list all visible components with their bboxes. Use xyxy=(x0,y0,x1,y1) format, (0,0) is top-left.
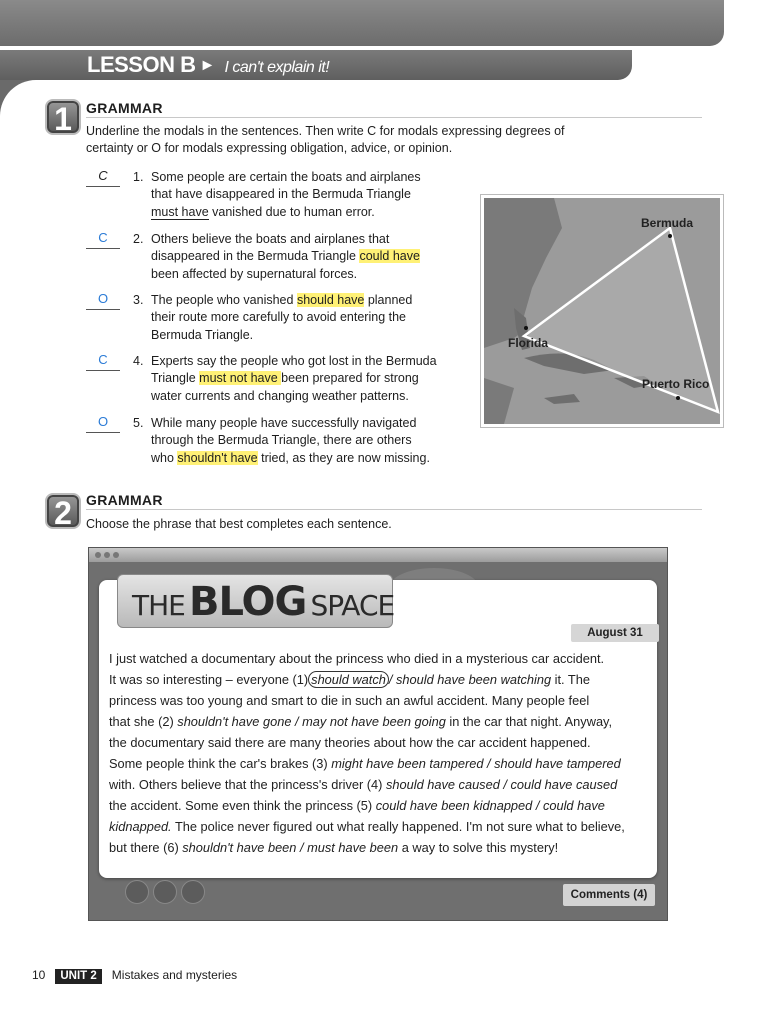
answer-blank-2[interactable]: C xyxy=(86,231,120,249)
section-1-instruction: Underline the modals in the sentences. Then write C for modals expressing degrees of certainty or O for modals expressing obligation, advice, or opinion. xyxy=(86,124,565,155)
lesson-label: LESSON B xyxy=(87,52,196,77)
blog-window xyxy=(88,547,668,921)
exercise-item-4: C 4. Experts say the people who got lost in the Bermuda Triangle must not have been prepared for strong water currents and changing weather patterns. xyxy=(86,353,466,407)
choice-option[interactable]: kidnapped. xyxy=(109,819,172,834)
choice-option[interactable]: shouldn't have gone / may not have been going xyxy=(177,714,446,729)
choice-option[interactable]: could have been kidnapped / could have xyxy=(375,798,605,813)
answer-blank-1[interactable]: C xyxy=(86,169,120,187)
highlighted-modal: could have xyxy=(359,249,420,264)
exercise-item-5: O 5. While many people have successfully navigated through the Bermuda Triangle, there are others who shouldn't have tried, as they are now missing. xyxy=(86,415,466,469)
window-dot-icon xyxy=(113,552,119,558)
section-2-divider xyxy=(86,509,702,510)
section-1-heading: GRAMMAR xyxy=(86,100,163,116)
highlighted-modal: must not have xyxy=(199,371,282,386)
highlighted-modal: should have xyxy=(296,293,365,307)
highlighted-modal: shouldn't have xyxy=(177,450,258,465)
map-label-florida: Florida xyxy=(508,336,549,350)
unit-title: Mistakes and mysteries xyxy=(111,968,238,982)
choice-option[interactable]: should have caused / could have caused xyxy=(385,777,618,792)
answer-blank-3[interactable]: O xyxy=(86,292,120,310)
bermuda-triangle-map xyxy=(481,195,723,427)
window-dot-icon xyxy=(104,552,110,558)
choice-option[interactable]: shouldn't have been / must have been xyxy=(182,840,399,855)
lesson-title xyxy=(87,52,329,78)
blog-logo: THE BLOG SPACE xyxy=(117,574,393,628)
top-banner xyxy=(0,0,724,46)
section-2-instruction: Choose the phrase that best completes each sentence. xyxy=(86,517,392,531)
map-label-bermuda: Bermuda xyxy=(641,216,694,230)
page-footer xyxy=(32,968,237,984)
window-dot-icon xyxy=(95,552,101,558)
page-number: 10 xyxy=(32,968,46,982)
blog-post-body: I just watched a documentary about the princess who died in a mysterious car accident. It was so interesting – everyone (1) should watch / should have been watching it. The princess was too young and smart to die in such an awful accident. Many people feel that she (2) shouldn't have gone / may not have been going in the car that night. Anyway, the documentary said there are many theories about how the car accident happened. Some people think the car's brakes (3) might have been tampered / should have tampered with. Others believe that the princess's driver (4) should have caused / could have caused the accident. Some even think the princess (5) could have been kidnapped / could have kidnapped. The police never figured out what really happened. I'm not sure what to believe, but there (6) shouldn't have been / must have been a way to solve this mystery! xyxy=(109,651,625,855)
answer-blank-5[interactable]: O xyxy=(86,415,120,433)
section-2-heading: GRAMMAR xyxy=(86,492,163,508)
choice-option[interactable]: might have been tampered / should have tampered xyxy=(331,756,621,771)
section-1-divider xyxy=(86,117,702,118)
choice-option[interactable]: should have been watching xyxy=(392,672,552,687)
exercise-item-3: O 3. The people who vanished should have planned their route more carefully to avoid entering the Bermuda Triangle. xyxy=(86,292,466,346)
blog-date-tag: August 31 xyxy=(571,624,659,642)
exercise-item-1: C 1. Some people are certain the boats and airplanes that have disappeared in the Bermuda Triangle must have vanished due to human error. xyxy=(86,169,466,223)
lesson-subtitle: I can't explain it! xyxy=(224,59,330,76)
map-label-puerto-rico: Puerto Rico xyxy=(642,377,710,391)
comments-button[interactable]: Comments (4) xyxy=(563,884,655,906)
answer-blank-4[interactable]: C xyxy=(86,353,120,371)
unit-badge: UNIT 2 xyxy=(55,969,101,984)
blog-window-titlebar xyxy=(89,548,667,562)
play-arrow-icon: ► xyxy=(199,57,215,74)
circled-answer[interactable]: should watch xyxy=(308,671,389,688)
section-number-2: 2 xyxy=(45,493,81,529)
section-number-1: 1 xyxy=(45,99,81,135)
underlined-modal: must have xyxy=(151,204,209,219)
lesson-banner-curve xyxy=(0,80,40,128)
exercise-item-2: C 2. Others believe the boats and airplanes that disappeared in the Bermuda Triangle could have been affected by supernatural forces. xyxy=(86,231,466,285)
